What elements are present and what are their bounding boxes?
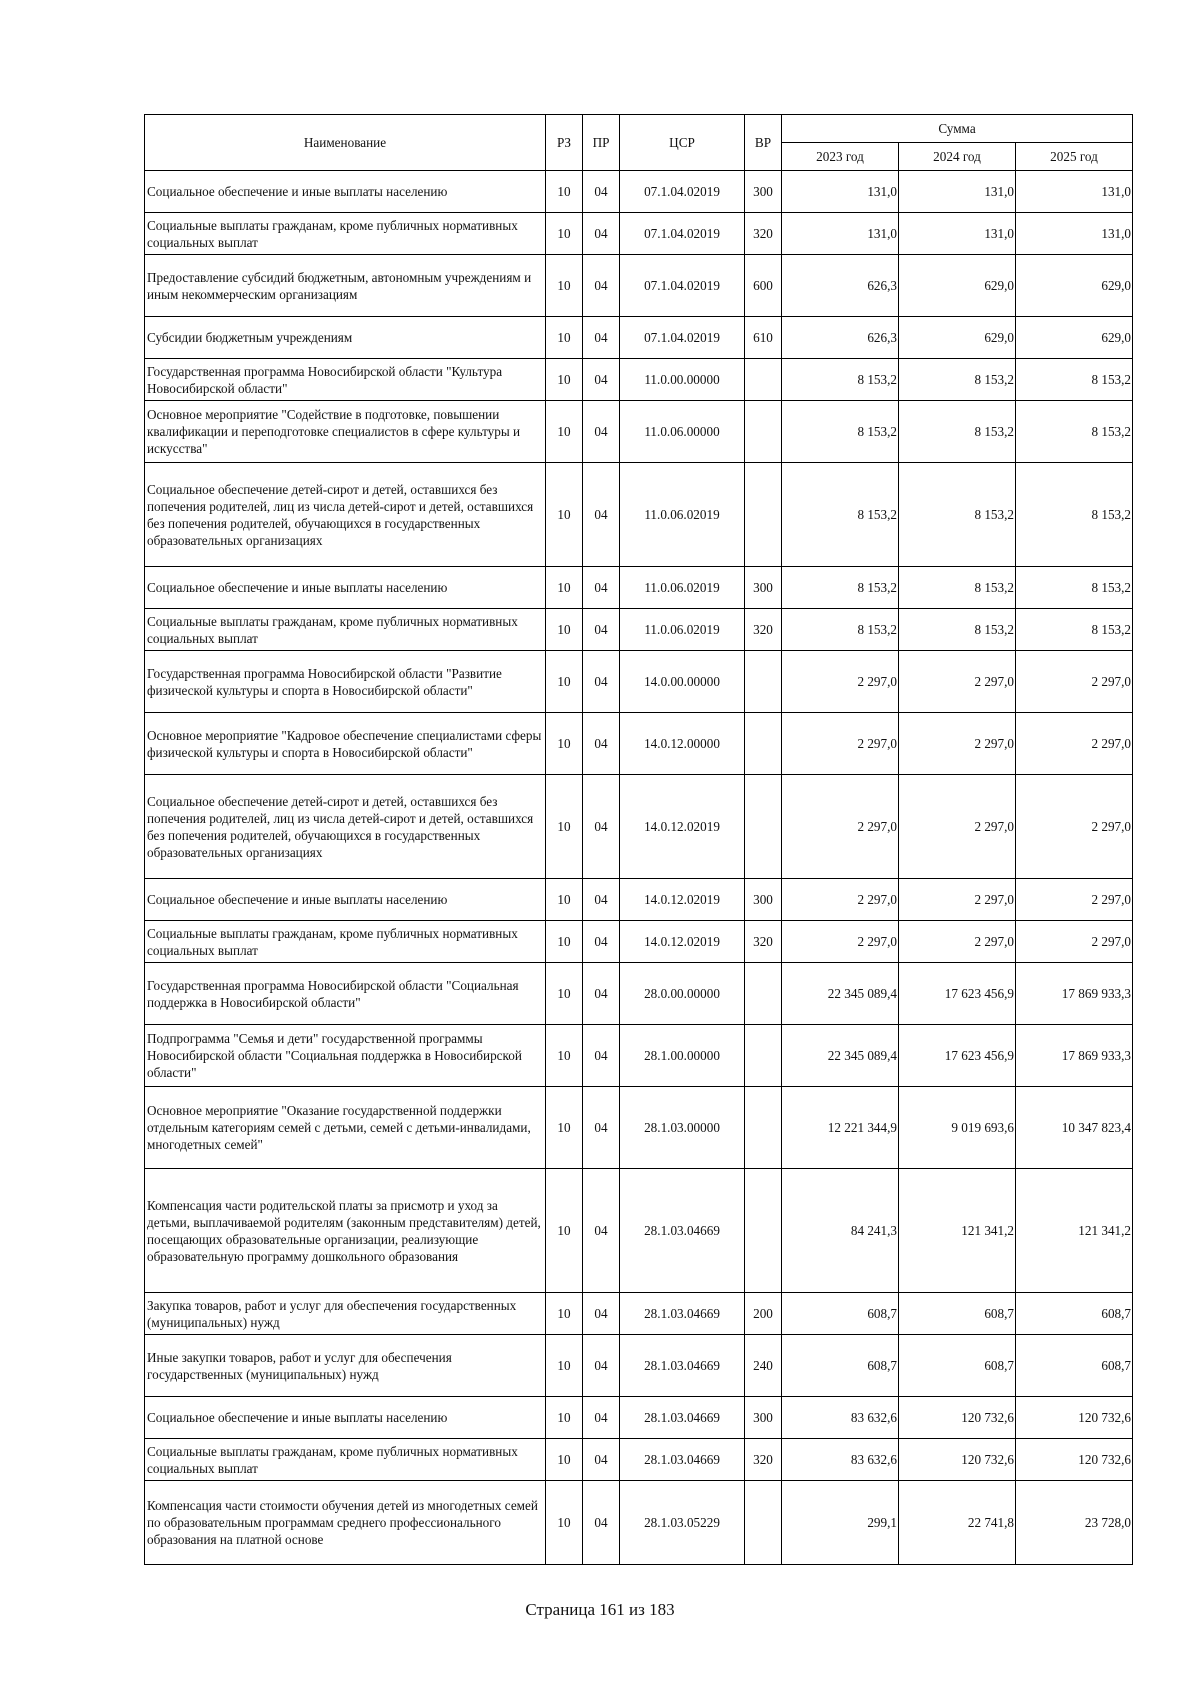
row-pr: 04 [583,1087,620,1169]
row-csr: 07.1.04.02019 [620,255,745,317]
row-amount-2023: 131,0 [782,171,899,213]
row-amount-2024: 2 297,0 [899,651,1016,713]
row-amount-2023: 12 221 344,9 [782,1087,899,1169]
row-amount-2025: 131,0 [1016,171,1133,213]
row-amount-2025: 608,7 [1016,1293,1133,1335]
row-amount-2023: 2 297,0 [782,921,899,963]
row-pr: 04 [583,609,620,651]
row-name: Подпрограмма "Семья и дети" государственной программы Новосибирской области "Социальная поддержка в Новосибирской области" [145,1025,546,1087]
row-rz: 10 [546,1397,583,1439]
row-amount-2025: 10 347 823,4 [1016,1087,1133,1169]
table-row [145,609,1133,651]
row-amount-2024: 8 153,2 [899,359,1016,401]
row-vr [745,1169,782,1293]
row-csr: 07.1.04.02019 [620,171,745,213]
row-csr: 28.1.03.04669 [620,1397,745,1439]
row-vr [745,713,782,775]
row-vr [745,463,782,567]
row-amount-2025: 131,0 [1016,213,1133,255]
row-vr: 320 [745,213,782,255]
row-vr: 300 [745,567,782,609]
row-csr: 28.1.00.00000 [620,1025,745,1087]
row-amount-2024: 8 153,2 [899,401,1016,463]
header-year-2023: 2023 год [782,143,899,171]
row-amount-2023: 608,7 [782,1293,899,1335]
row-pr: 04 [583,567,620,609]
row-amount-2023: 8 153,2 [782,401,899,463]
row-csr: 11.0.06.02019 [620,609,745,651]
row-amount-2025: 17 869 933,3 [1016,1025,1133,1087]
row-csr: 14.0.12.02019 [620,879,745,921]
header-year-2024: 2024 год [899,143,1016,171]
row-csr: 28.1.03.04669 [620,1335,745,1397]
row-csr: 28.1.03.04669 [620,1293,745,1335]
header-rz: РЗ [546,115,583,171]
row-amount-2024: 8 153,2 [899,567,1016,609]
table-row [145,255,1133,317]
row-rz: 10 [546,171,583,213]
header-sum: Сумма [782,115,1133,143]
row-name: Компенсация части стоимости обучения детей из многодетных семей по образовательным программам среднего профессионального образования на платной основе [145,1481,546,1565]
row-amount-2023: 2 297,0 [782,651,899,713]
header-name: Наименование [145,115,546,171]
header-csr: ЦСР [620,115,745,171]
table-row [145,921,1133,963]
row-pr: 04 [583,1481,620,1565]
table-row [145,1293,1133,1335]
row-pr: 04 [583,963,620,1025]
row-pr: 04 [583,255,620,317]
row-pr: 04 [583,1335,620,1397]
row-amount-2023: 8 153,2 [782,567,899,609]
row-vr [745,651,782,713]
row-csr: 14.0.00.00000 [620,651,745,713]
row-amount-2024: 9 019 693,6 [899,1087,1016,1169]
row-name: Социальное обеспечение и иные выплаты населению [145,879,546,921]
row-amount-2024: 131,0 [899,171,1016,213]
row-pr: 04 [583,359,620,401]
budget-table [144,114,1133,1565]
row-rz: 10 [546,609,583,651]
row-amount-2025: 608,7 [1016,1335,1133,1397]
table-row [145,1335,1133,1397]
row-amount-2025: 2 297,0 [1016,713,1133,775]
row-name: Основное мероприятие "Кадровое обеспечение специалистами сферы физической культуры и спорта в Новосибирской области" [145,713,546,775]
row-amount-2024: 22 741,8 [899,1481,1016,1565]
table-row [145,1169,1133,1293]
row-pr: 04 [583,775,620,879]
row-rz: 10 [546,1481,583,1565]
row-vr: 300 [745,1397,782,1439]
row-name: Социальные выплаты гражданам, кроме публичных нормативных социальных выплат [145,1439,546,1481]
row-pr: 04 [583,921,620,963]
row-amount-2024: 131,0 [899,213,1016,255]
row-amount-2024: 120 732,6 [899,1439,1016,1481]
table-row [145,1439,1133,1481]
row-vr: 300 [745,171,782,213]
row-pr: 04 [583,171,620,213]
row-rz: 10 [546,1293,583,1335]
row-name: Социальное обеспечение детей-сирот и детей, оставшихся без попечения родителей, лиц из числа детей-сирот и детей, оставшихся без попечения родителей, обучающихся в государственных образовательных организациях [145,775,546,879]
table-row [145,963,1133,1025]
table-row [145,1087,1133,1169]
row-name: Социальное обеспечение и иные выплаты населению [145,567,546,609]
row-csr: 28.1.03.04669 [620,1439,745,1481]
row-vr [745,401,782,463]
row-amount-2023: 2 297,0 [782,713,899,775]
row-csr: 14.0.12.00000 [620,713,745,775]
row-amount-2023: 131,0 [782,213,899,255]
row-rz: 10 [546,1439,583,1481]
row-csr: 11.0.06.02019 [620,463,745,567]
row-rz: 10 [546,359,583,401]
row-amount-2023: 2 297,0 [782,879,899,921]
row-csr: 11.0.06.02019 [620,567,745,609]
row-vr: 300 [745,879,782,921]
row-amount-2024: 2 297,0 [899,713,1016,775]
row-pr: 04 [583,651,620,713]
row-amount-2024: 17 623 456,9 [899,1025,1016,1087]
row-rz: 10 [546,1169,583,1293]
row-amount-2024: 121 341,2 [899,1169,1016,1293]
row-vr: 200 [745,1293,782,1335]
row-name: Государственная программа Новосибирской области "Социальная поддержка в Новосибирской области" [145,963,546,1025]
row-rz: 10 [546,463,583,567]
row-pr: 04 [583,401,620,463]
row-amount-2023: 2 297,0 [782,775,899,879]
row-vr [745,1481,782,1565]
row-vr [745,963,782,1025]
row-amount-2025: 2 297,0 [1016,651,1133,713]
row-rz: 10 [546,1335,583,1397]
row-name: Социальное обеспечение и иные выплаты населению [145,1397,546,1439]
row-name: Иные закупки товаров, работ и услуг для обеспечения государственных (муниципальных) нужд [145,1335,546,1397]
row-csr: 11.0.06.00000 [620,401,745,463]
row-vr: 320 [745,921,782,963]
header-vr: ВР [745,115,782,171]
row-rz: 10 [546,213,583,255]
row-amount-2025: 629,0 [1016,255,1133,317]
row-amount-2025: 17 869 933,3 [1016,963,1133,1025]
row-csr: 28.1.03.05229 [620,1481,745,1565]
table-row [145,463,1133,567]
table-row [145,1397,1133,1439]
table-row [145,713,1133,775]
row-csr: 11.0.00.00000 [620,359,745,401]
row-amount-2025: 121 341,2 [1016,1169,1133,1293]
row-rz: 10 [546,401,583,463]
row-vr: 240 [745,1335,782,1397]
table-row [145,401,1133,463]
row-rz: 10 [546,255,583,317]
row-amount-2024: 608,7 [899,1335,1016,1397]
table-row [145,567,1133,609]
row-vr [745,1025,782,1087]
row-amount-2025: 120 732,6 [1016,1397,1133,1439]
row-csr: 28.1.03.04669 [620,1169,745,1293]
row-amount-2023: 626,3 [782,255,899,317]
row-vr [745,359,782,401]
row-amount-2023: 299,1 [782,1481,899,1565]
row-name: Компенсация части родительской платы за присмотр и уход за детьми, выплачиваемой родителям (законным представителям) детей, посещающих образовательные организации, реализующие образовательную программу дошкольного образования [145,1169,546,1293]
header-year-2025: 2025 год [1016,143,1133,171]
table-body [145,171,1133,1565]
table-row [145,171,1133,213]
row-csr: 28.1.03.00000 [620,1087,745,1169]
row-pr: 04 [583,463,620,567]
row-amount-2023: 84 241,3 [782,1169,899,1293]
row-amount-2025: 8 153,2 [1016,401,1133,463]
row-amount-2024: 2 297,0 [899,879,1016,921]
header-pr: ПР [583,115,620,171]
table-row [145,775,1133,879]
row-amount-2025: 2 297,0 [1016,921,1133,963]
row-amount-2023: 22 345 089,4 [782,963,899,1025]
row-csr: 07.1.04.02019 [620,213,745,255]
row-name: Социальные выплаты гражданам, кроме публичных нормативных социальных выплат [145,921,546,963]
row-amount-2023: 22 345 089,4 [782,1025,899,1087]
row-pr: 04 [583,713,620,775]
row-name: Основное мероприятие "Содействие в подготовке, повышении квалификации и переподготовке специалистов в сфере культуры и искусства" [145,401,546,463]
row-amount-2023: 626,3 [782,317,899,359]
row-pr: 04 [583,1293,620,1335]
row-rz: 10 [546,963,583,1025]
row-name: Социальное обеспечение и иные выплаты населению [145,171,546,213]
row-name: Субсидии бюджетным учреждениям [145,317,546,359]
row-amount-2023: 608,7 [782,1335,899,1397]
table-row [145,317,1133,359]
row-amount-2025: 629,0 [1016,317,1133,359]
row-amount-2024: 17 623 456,9 [899,963,1016,1025]
row-amount-2025: 8 153,2 [1016,359,1133,401]
row-amount-2024: 8 153,2 [899,463,1016,567]
row-pr: 04 [583,213,620,255]
row-amount-2024: 2 297,0 [899,775,1016,879]
row-amount-2024: 629,0 [899,317,1016,359]
row-vr: 610 [745,317,782,359]
row-csr: 14.0.12.02019 [620,775,745,879]
row-amount-2023: 8 153,2 [782,463,899,567]
row-amount-2023: 8 153,2 [782,359,899,401]
row-name: Социальные выплаты гражданам, кроме публичных нормативных социальных выплат [145,213,546,255]
row-vr: 320 [745,1439,782,1481]
row-pr: 04 [583,879,620,921]
row-amount-2025: 23 728,0 [1016,1481,1133,1565]
row-rz: 10 [546,317,583,359]
row-pr: 04 [583,317,620,359]
row-amount-2023: 83 632,6 [782,1397,899,1439]
row-csr: 07.1.04.02019 [620,317,745,359]
table-row [145,359,1133,401]
row-rz: 10 [546,567,583,609]
row-amount-2024: 8 153,2 [899,609,1016,651]
row-amount-2024: 608,7 [899,1293,1016,1335]
row-amount-2024: 2 297,0 [899,921,1016,963]
row-name: Предоставление субсидий бюджетным, автономным учреждениям и иным некоммерческим организациям [145,255,546,317]
table-row [145,651,1133,713]
row-rz: 10 [546,713,583,775]
row-rz: 10 [546,921,583,963]
row-vr [745,1087,782,1169]
row-pr: 04 [583,1397,620,1439]
table-row [145,1481,1133,1565]
row-name: Основное мероприятие "Оказание государственной поддержки отдельным категориям семей с детьми, семей с детьми-инвалидами, многодетных семей" [145,1087,546,1169]
row-name: Государственная программа Новосибирской области "Культура Новосибирской области" [145,359,546,401]
row-name: Государственная программа Новосибирской области "Развитие физической культуры и спорта в Новосибирской области" [145,651,546,713]
row-amount-2024: 629,0 [899,255,1016,317]
row-vr [745,775,782,879]
row-amount-2025: 120 732,6 [1016,1439,1133,1481]
row-csr: 14.0.12.02019 [620,921,745,963]
page-number: Страница 161 из 183 [525,1600,675,1619]
row-vr: 600 [745,255,782,317]
row-amount-2023: 83 632,6 [782,1439,899,1481]
row-amount-2025: 2 297,0 [1016,775,1133,879]
row-rz: 10 [546,1025,583,1087]
row-name: Социальные выплаты гражданам, кроме публичных нормативных социальных выплат [145,609,546,651]
row-pr: 04 [583,1439,620,1481]
row-amount-2024: 120 732,6 [899,1397,1016,1439]
row-amount-2025: 2 297,0 [1016,879,1133,921]
row-vr: 320 [745,609,782,651]
row-pr: 04 [583,1169,620,1293]
row-amount-2025: 8 153,2 [1016,567,1133,609]
table-row [145,213,1133,255]
row-rz: 10 [546,651,583,713]
row-name: Социальное обеспечение детей-сирот и детей, оставшихся без попечения родителей, лиц из числа детей-сирот и детей, оставшихся без попечения родителей, обучающихся в государственных образовательных организациях [145,463,546,567]
row-amount-2025: 8 153,2 [1016,463,1133,567]
row-amount-2025: 8 153,2 [1016,609,1133,651]
row-rz: 10 [546,879,583,921]
table-row [145,1025,1133,1087]
row-pr: 04 [583,1025,620,1087]
row-rz: 10 [546,775,583,879]
row-name: Закупка товаров, работ и услуг для обеспечения государственных (муниципальных) нужд [145,1293,546,1335]
row-rz: 10 [546,1087,583,1169]
table-row [145,879,1133,921]
row-amount-2023: 8 153,2 [782,609,899,651]
row-csr: 28.0.00.00000 [620,963,745,1025]
